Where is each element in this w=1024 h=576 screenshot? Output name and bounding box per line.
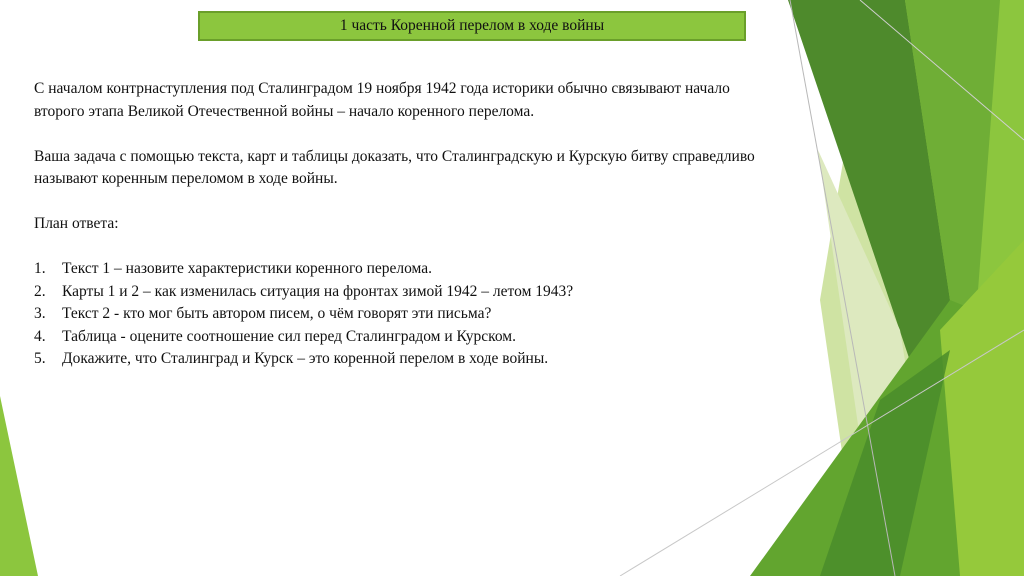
slide-title: 1 часть Коренной перелом в ходе войны bbox=[339, 17, 605, 34]
intro-line-2: второго этапа Великой Отечественной войны – начало коренного перелома. bbox=[34, 102, 535, 120]
plan-list bbox=[34, 258, 914, 371]
plan-item-text: Докажите, что Сталинград и Курск – это коренной перелом в ходе войны. bbox=[62, 350, 549, 367]
plan-item-text: Текст 1 – назовите характеристики коренного перелома. bbox=[62, 260, 433, 277]
plan-item bbox=[34, 348, 914, 371]
intro-line-1: С началом контрнаступления под Сталинградом 19 ноября 1942 года историки обычно связывают начало bbox=[34, 80, 730, 97]
plan-item-number: 4. bbox=[34, 327, 46, 345]
slide-content bbox=[34, 78, 914, 371]
plan-item bbox=[34, 303, 914, 326]
plan-item-text: Текст 2 - кто мог быть автором писем, о чём говорят эти письма? bbox=[62, 305, 492, 322]
plan-item-number: 1. bbox=[34, 260, 46, 277]
plan-item bbox=[34, 258, 914, 281]
plan-item-number: 3. bbox=[34, 305, 46, 322]
plan-item-number: 5. bbox=[34, 350, 46, 367]
slide-title-box bbox=[198, 11, 746, 41]
left-green-sliver bbox=[0, 396, 38, 576]
plan-item bbox=[34, 326, 914, 349]
plan-item bbox=[34, 281, 914, 304]
task-line-2: называют коренным переломом в ходе войны. bbox=[34, 170, 338, 187]
plan-item-text: Карты 1 и 2 – как изменилась ситуация на фронтах зимой 1942 – летом 1943? bbox=[62, 282, 574, 300]
task-line-1: Ваша задача с помощью текста, карт и таблицы доказать, что Сталинградскую и Курскую битву справедливо bbox=[34, 147, 755, 165]
plan-item-text: Таблица - оцените соотношение сил перед Сталинградом и Курском. bbox=[62, 327, 516, 345]
plan-item-number: 2. bbox=[34, 282, 46, 300]
plan-heading: План ответа: bbox=[34, 215, 119, 232]
